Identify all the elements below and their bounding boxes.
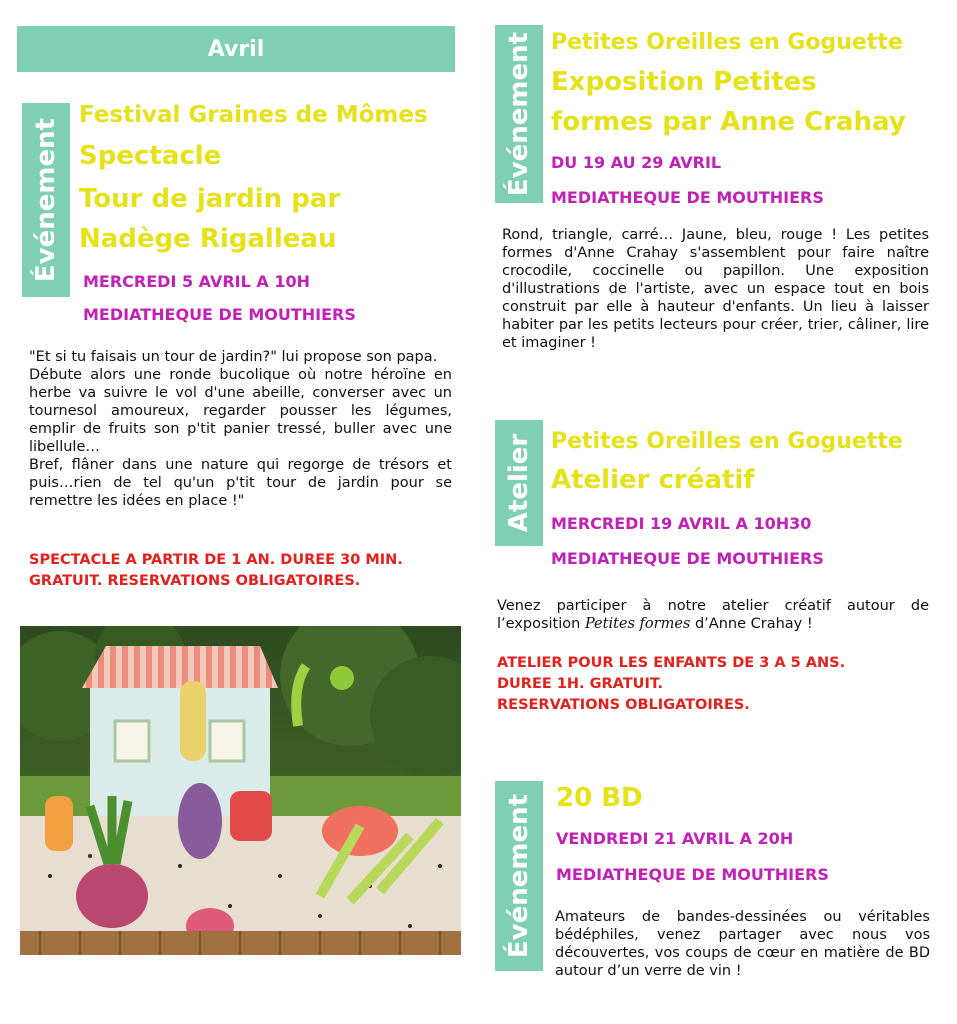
- event-tag-label: Événement: [504, 793, 534, 959]
- event-1-title-3: Tour de jardin par: [79, 184, 341, 214]
- event-3-notes: [497, 653, 845, 716]
- event-3-place: MEDIATHEQUE DE MOUTHIERS: [551, 549, 824, 568]
- event-1-place: MEDIATHEQUE DE MOUTHIERS: [83, 305, 356, 324]
- event-3-note: RESERVATIONS OBLIGATOIRES.: [497, 697, 750, 713]
- event-1-title-4: Nadège Rigalleau: [79, 224, 337, 254]
- event-1-date: MERCREDI 5 AVRIL A 10H: [83, 272, 310, 291]
- event-tag-label: Atelier: [504, 433, 534, 533]
- event-2-title-3: formes par Anne Crahay: [551, 107, 906, 137]
- event-3-paragraph: [497, 597, 929, 633]
- event-4-place: MEDIATHEQUE DE MOUTHIERS: [556, 865, 829, 884]
- event-2-place: MEDIATHEQUE DE MOUTHIERS: [551, 188, 824, 207]
- event-1-note: SPECTACLE A PARTIR DE 1 AN. DUREE 30 MIN.: [29, 552, 403, 568]
- event-1-paragraph: Bref, flâner dans une nature qui regorge de trésors et puis…rien de tel qu'un p'tit tour de jardin pour se remettre les idées en place !": [29, 457, 452, 509]
- event-tag-2: [495, 25, 543, 203]
- event-tag-label: Événement: [504, 31, 534, 197]
- event-3-title-2: Atelier créatif: [551, 465, 755, 495]
- event-4-date: VENDREDI 21 AVRIL A 20H: [556, 829, 794, 848]
- event-3-date: MERCREDI 19 AVRIL A 10H30: [551, 514, 812, 533]
- event-3-note: DUREE 1H. GRATUIT.: [497, 676, 664, 692]
- event-1-paragraph: "Et si tu faisais un tour de jardin?" lui propose son papa.: [29, 349, 438, 365]
- event-tag-3: [495, 420, 543, 546]
- event-4-description: [555, 908, 930, 980]
- event-3-text-italic: Petites formes: [584, 616, 691, 632]
- event-1-description: [29, 348, 452, 510]
- event-2-description: [502, 226, 929, 352]
- event-tag-label: Événement: [31, 117, 61, 283]
- event-1-notes: [29, 550, 403, 592]
- event-tag-4: [495, 781, 543, 971]
- event-4-paragraph: Amateurs de bandes-dessinées ou véritables bédéphiles, venez partager avec nous vos découvertes, vos coups de cœur en matière de BD autour d’un verre de vin !: [555, 909, 930, 979]
- event-4-title-1: 20 BD: [556, 783, 643, 813]
- event-1-title-1: Festival Graines de Mômes: [79, 102, 428, 128]
- event-3-title-1: Petites Oreilles en Goguette: [551, 429, 903, 454]
- event-tag-1: [22, 103, 70, 297]
- garden-show-illustration: [20, 626, 461, 955]
- event-3-text-after: d’Anne Crahay !: [690, 616, 813, 632]
- garden-show-photo: [20, 626, 461, 955]
- event-3-note: ATELIER POUR LES ENFANTS DE 3 A 5 ANS.: [497, 655, 846, 671]
- month-title: Avril: [207, 36, 265, 62]
- event-2-title-2: Exposition Petites: [551, 67, 817, 97]
- event-2-title-1: Petites Oreilles en Goguette: [551, 30, 903, 55]
- event-3-text-before: Venez participer à notre atelier créatif autour de l’exposition: [497, 598, 929, 632]
- event-3-description: [497, 597, 929, 633]
- month-banner: [17, 26, 455, 72]
- event-1-note: GRATUIT. RESERVATIONS OBLIGATOIRES.: [29, 573, 361, 589]
- event-2-paragraph: Rond, triangle, carré… Jaune, bleu, rouge ! Les petites formes d'Anne Crahay s'assemblent pour faire naître crocodile, coccinelle ou papillon. Une exposition d'illustrations de l'artiste, avec un espace tout en bois construit par elle à hauteur d'enfants. Un lieu à laisser habiter par les petits lecteurs pour créer, trier, câliner, lire et imaginer !: [502, 227, 929, 351]
- event-1-paragraph: Débute alors une ronde bucolique où notre héroïne en herbe va suivre le vol d'une abeille, converser avec un tournesol amoureux, regarder pousser les légumes, emplir de fruits son p'tit panier tressé, buller avec une libellule…: [29, 367, 452, 455]
- event-2-date: DU 19 AU 29 AVRIL: [551, 153, 722, 172]
- event-1-title-2: Spectacle: [79, 141, 222, 171]
